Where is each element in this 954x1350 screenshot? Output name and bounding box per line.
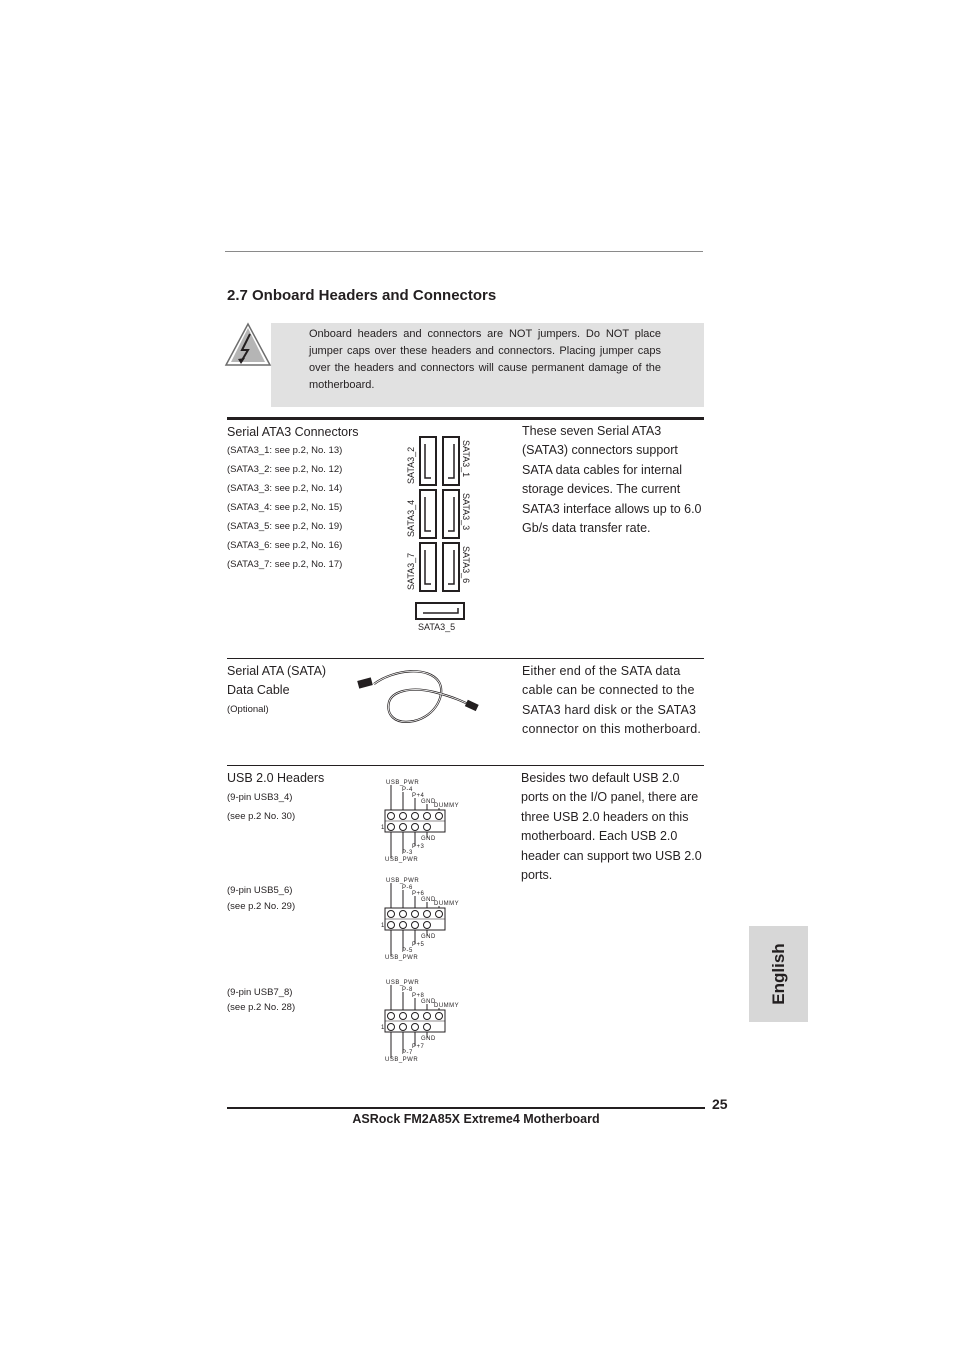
- usb-header-3-diagram: [380, 976, 470, 1066]
- sata-cable-title-1: Serial ATA (SATA): [227, 664, 327, 678]
- sata3-4-label: SATA3_4: [406, 499, 416, 537]
- sata3-5-label: SATA3_5: [418, 622, 456, 632]
- sata3-ref: (SATA3_2: see p.2, No. 12): [227, 464, 343, 475]
- sata3-port-1: [443, 437, 459, 485]
- pin-label: P-3: [402, 850, 413, 856]
- pin-label: DUMMY: [434, 1003, 460, 1009]
- usb-header-2-name: (9-pin USB5_6): [227, 885, 293, 896]
- sata3-1-label: SATA3_1: [461, 440, 471, 478]
- pin-label: P+8: [412, 993, 425, 999]
- sata3-port-2: [420, 437, 436, 485]
- sata3-6-label: SATA3_6: [461, 546, 471, 584]
- language-tab: [749, 926, 808, 1022]
- sata3-port-3: [443, 490, 459, 538]
- sata-cable-description: Either end of the SATA data cable can be connected to the SATA3 hard disk or the SATA3 connector on this motherboard.: [522, 664, 702, 737]
- footer-divider: [227, 1107, 705, 1109]
- pin-label: USB_PWR: [385, 955, 419, 961]
- sata3-ref: (SATA3_7: see p.2, No. 17): [227, 559, 343, 570]
- top-divider: [225, 251, 703, 252]
- sata3-port-6: [443, 543, 459, 591]
- sata3-port-7: [420, 543, 436, 591]
- sata3-7-label: SATA3_7: [406, 552, 416, 590]
- footer-product: ASRock FM2A85X Extreme4 Motherboard: [352, 1112, 600, 1126]
- pin-label: USB_PWR: [386, 878, 420, 884]
- pin-label: USB_PWR: [385, 857, 419, 863]
- divider-sata-cable: [227, 658, 704, 659]
- page-number: 25: [712, 1096, 728, 1112]
- pin-label: P+3: [412, 844, 425, 850]
- section-title: 2.7 Onboard Headers and Connectors: [227, 287, 497, 304]
- pin-label: GND: [421, 897, 436, 903]
- language-tab-label: English: [768, 943, 788, 1005]
- usb-header-3-name: (9-pin USB7_8): [227, 987, 293, 998]
- usb-description: Besides two default USB 2.0 ports on the I/O panel, there are three USB 2.0 headers on this motherboard. Each USB 2.0 header can support two USB 2.0 ports.: [521, 771, 702, 883]
- pin-label: USB_PWR: [385, 1057, 419, 1063]
- sata-cable-image: [354, 664, 484, 726]
- usb-header-1-diagram: [380, 776, 470, 866]
- sata3-connector-diagram: [400, 432, 480, 637]
- sata3-ref: (SATA3_6: see p.2, No. 16): [227, 540, 343, 551]
- pin-label: GND: [421, 799, 436, 805]
- pin-label: P+5: [412, 942, 425, 948]
- sata3-ref: (SATA3_5: see p.2, No. 19): [227, 521, 343, 532]
- pin-1-label: 1: [381, 923, 385, 929]
- pin-label: P+4: [412, 793, 425, 799]
- pin-1-label: 1: [381, 1025, 385, 1031]
- usb-header-1-ref: (see p.2 No. 30): [227, 811, 296, 822]
- usb-header-2-ref: (see p.2 No. 29): [227, 901, 296, 912]
- sata3-3-label: SATA3_3: [461, 493, 471, 531]
- pin-label: P-5: [402, 948, 413, 954]
- section-divider: [227, 417, 704, 420]
- divider-usb: [227, 765, 704, 766]
- pin-label: GND: [421, 1036, 436, 1042]
- pin-label: P+7: [412, 1044, 425, 1050]
- pin-label: GND: [421, 836, 436, 842]
- sata3-port-5: [416, 603, 464, 619]
- pin-label: P-7: [402, 1050, 413, 1056]
- usb-header-2-diagram: [380, 874, 470, 964]
- usb-header-1-name: (9-pin USB3_4): [227, 792, 293, 803]
- sata3-ref: (SATA3_3: see p.2, No. 14): [227, 483, 343, 494]
- pin-label: USB_PWR: [386, 780, 420, 786]
- sata3-title: Serial ATA3 Connectors: [227, 425, 359, 439]
- sata3-2-label: SATA3_2: [406, 446, 416, 484]
- pin-label: GND: [421, 999, 436, 1005]
- usb-title: USB 2.0 Headers: [227, 771, 325, 785]
- sata3-ref: (SATA3_1: see p.2, No. 13): [227, 445, 343, 456]
- pin-label: P-8: [402, 987, 413, 993]
- sata3-ref-list: [227, 441, 342, 574]
- sata3-ref: (SATA3_4: see p.2, No. 15): [227, 502, 343, 513]
- pin-label: P-6: [402, 885, 413, 891]
- pin-label: DUMMY: [434, 901, 460, 907]
- sata-cable-optional: (Optional): [227, 704, 269, 715]
- sata-cable-title-2: Data Cable: [227, 683, 290, 697]
- warning-text: Onboard headers and connectors are NOT jumpers. Do NOT place jumper caps over these headers and connectors. Placing jumper caps over the headers and connectors will cause permanent damage of the motherboard.: [309, 328, 661, 391]
- sata3-port-4: [420, 490, 436, 538]
- pin-label: GND: [421, 934, 436, 940]
- warning-triangle-icon: [224, 322, 272, 373]
- pin-label: USB_PWR: [386, 980, 420, 986]
- pin-label: DUMMY: [434, 803, 460, 809]
- sata3-description: These seven Serial ATA3 (SATA3) connectors support SATA data cables for internal storage devices. The current SATA3 interface allows up to 6.0 Gb/s data transfer rate.: [522, 424, 702, 536]
- usb-header-3-ref: (see p.2 No. 28): [227, 1002, 296, 1013]
- pin-1-label: 1: [381, 825, 385, 831]
- pin-label: P+6: [412, 891, 425, 897]
- pin-label: P-4: [402, 787, 413, 793]
